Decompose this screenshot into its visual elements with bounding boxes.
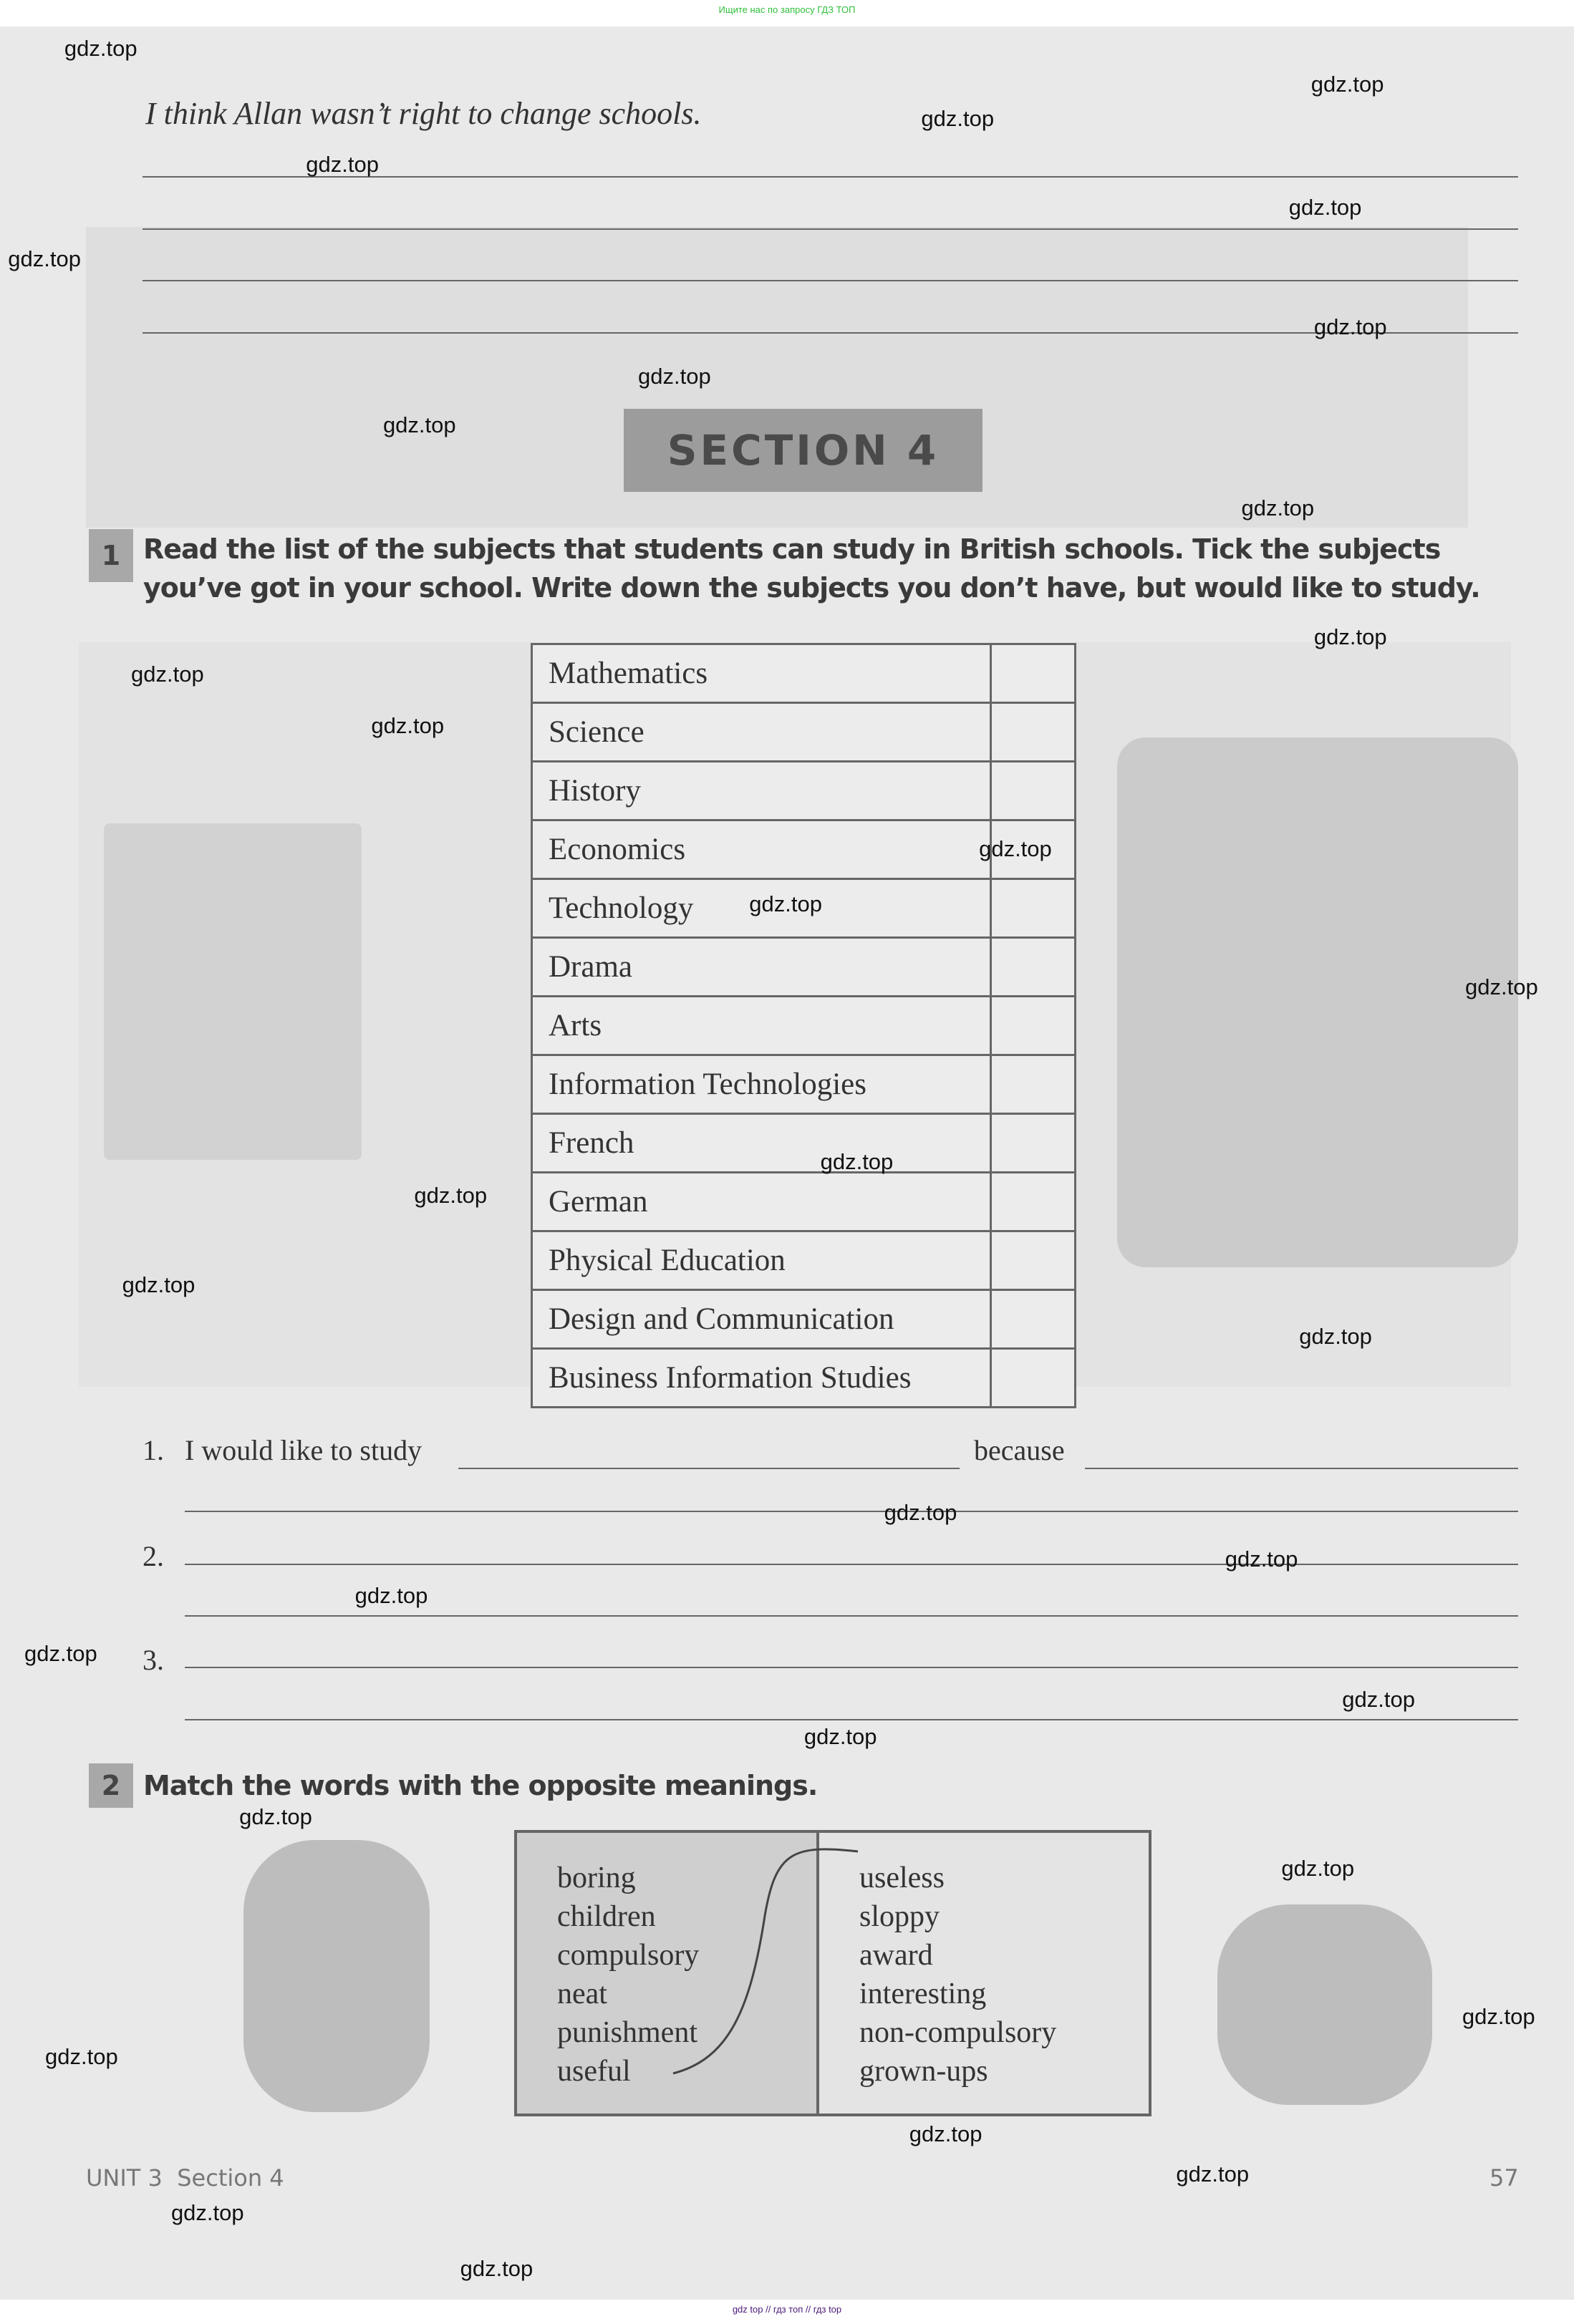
watermark: gdz.top (979, 836, 1052, 862)
match-word-left[interactable]: useful (557, 2055, 631, 2088)
watermark: gdz.top (803, 1724, 877, 1750)
writing-line[interactable] (458, 1468, 960, 1469)
match-word-right[interactable]: grown-ups (859, 2055, 988, 2088)
match-word-left[interactable]: compulsory (557, 1939, 700, 1972)
sentence-1-text: I would like to study (185, 1434, 423, 1466)
watermark: gdz.top (414, 1183, 488, 1209)
watermark: gdz.top (1288, 194, 1362, 220)
match-word-right[interactable]: interesting (859, 1977, 987, 2010)
writing-line[interactable] (185, 1511, 1518, 1512)
page-number: 57 (1489, 2164, 1519, 2192)
tick-box[interactable] (991, 644, 1076, 703)
tick-box[interactable] (991, 762, 1076, 820)
boy-illustration (243, 1840, 430, 2112)
tick-box[interactable] (991, 879, 1076, 938)
tick-box[interactable] (991, 1290, 1076, 1349)
tick-box[interactable] (991, 1349, 1076, 1408)
subject-name: German (532, 1173, 991, 1231)
task-instruction: Match the words with the opposite meanings. (143, 1770, 818, 1801)
watermark: gdz.top (239, 1803, 312, 1829)
subject-name: Physical Education (532, 1231, 991, 1290)
watermark: gdz.top (909, 2121, 982, 2146)
subject-name: Technology (532, 879, 991, 938)
bottom-banner[interactable]: gdz top // гдз топ // гдз top (732, 2304, 842, 2315)
match-word-left[interactable]: children (557, 1900, 656, 1933)
subject-name: History (532, 762, 991, 820)
watermark: gdz.top (122, 1272, 195, 1297)
watermark: gdz.top (382, 412, 456, 438)
writing-line[interactable] (185, 1667, 1518, 1668)
subject-row (532, 1290, 1076, 1349)
watermark: gdz.top (44, 2044, 118, 2070)
watermark: gdz.top (306, 151, 380, 177)
match-word-right[interactable]: useless (859, 1861, 945, 1894)
watermark: gdz.top (1241, 495, 1315, 521)
subject-row (532, 1173, 1076, 1231)
tick-box[interactable] (991, 1173, 1076, 1231)
watermark: gdz.top (921, 105, 995, 131)
watermark: gdz.top (64, 36, 137, 62)
task-number: 1 (89, 529, 133, 582)
subject-name: Science (532, 703, 991, 762)
footer-section-label: Section 4 (177, 2164, 284, 2192)
watermark: gdz.top (1281, 1856, 1355, 1882)
task-instruction: Read the list of the subjects that students can study in British schools. Tick the subjects you’ve got in your school. Write down the subjects you don’t have, but would like to study. (143, 533, 1480, 604)
watermark: gdz.top (1462, 2004, 1535, 2030)
notebook-scissors-illustration (104, 823, 362, 1160)
tick-box[interactable] (991, 938, 1076, 997)
watermark: gdz.top (8, 246, 81, 272)
tick-box[interactable] (991, 1231, 1076, 1290)
globe-books-illustration (1117, 737, 1518, 1267)
subject-name: Drama (532, 938, 991, 997)
watermark: gdz.top (749, 891, 822, 916)
match-word-left[interactable]: punishment (557, 2016, 697, 2049)
sentence-1-because: because (974, 1434, 1065, 1466)
footer-unit-label: UNIT 3 (86, 2164, 163, 2192)
watermark: gdz.top (460, 2256, 533, 2282)
tick-box[interactable] (991, 997, 1076, 1055)
dog-illustration (1217, 1904, 1432, 2105)
subject-name: French (532, 1114, 991, 1173)
match-word-right[interactable]: sloppy (859, 1900, 940, 1933)
writing-line[interactable] (143, 280, 1518, 281)
subject-row (532, 1055, 1076, 1114)
watermark: gdz.top (1176, 2161, 1250, 2187)
match-word-right[interactable]: award (859, 1939, 933, 1972)
sentence-2-number: 2. (143, 1540, 164, 1572)
subject-row (532, 762, 1076, 820)
subject-row (532, 997, 1076, 1055)
subject-row (532, 938, 1076, 997)
watermark: gdz.top (1313, 624, 1387, 650)
subject-name: Arts (532, 997, 991, 1055)
sentence-3-number: 3. (143, 1644, 164, 1676)
top-banner[interactable]: Ищите нас по запросу ГДЗ ТОП (718, 4, 856, 15)
subject-row (532, 644, 1076, 703)
watermark: gdz.top (131, 661, 204, 687)
subject-name: Design and Communication (532, 1290, 991, 1349)
watermark: gdz.top (820, 1148, 894, 1174)
sentence-1-number: 1. (143, 1434, 164, 1466)
writing-line[interactable] (143, 332, 1518, 334)
watermark: gdz.top (24, 1641, 97, 1667)
writing-line[interactable] (185, 1615, 1518, 1617)
subject-name: Economics (532, 820, 991, 879)
watermark: gdz.top (1313, 314, 1387, 340)
intro-sentence: I think Allan wasn’t right to change schools. (145, 96, 702, 131)
watermark: gdz.top (354, 1583, 428, 1609)
footer-unit (86, 2164, 284, 2192)
writing-line[interactable] (185, 1719, 1518, 1720)
watermark: gdz.top (1465, 974, 1538, 999)
subject-row (532, 1349, 1076, 1408)
subject-name: Business Information Studies (532, 1349, 991, 1408)
subject-name: Mathematics (532, 644, 991, 703)
tick-box[interactable] (991, 1114, 1076, 1173)
watermark: gdz.top (170, 2199, 244, 2225)
watermark: gdz.top (1225, 1546, 1298, 1572)
subject-row (532, 1114, 1076, 1173)
subject-name: Information Technologies (532, 1055, 991, 1114)
writing-line[interactable] (1085, 1468, 1518, 1469)
section-title: SECTION 4 (624, 409, 982, 492)
task-number: 2 (89, 1763, 133, 1808)
watermark: gdz.top (1310, 71, 1384, 97)
subject-row (532, 703, 1076, 762)
subject-row (532, 1231, 1076, 1290)
watermark: gdz.top (1342, 1687, 1415, 1713)
match-word-right[interactable]: non-compulsory (859, 2016, 1057, 2049)
subjects-table (531, 643, 1076, 1408)
writing-line[interactable] (143, 228, 1518, 230)
watermark: gdz.top (884, 1500, 957, 1526)
watermark: gdz.top (637, 363, 711, 389)
watermark: gdz.top (371, 713, 445, 739)
tick-box[interactable] (991, 1055, 1076, 1114)
tick-box[interactable] (991, 703, 1076, 762)
writing-line[interactable] (185, 1564, 1518, 1565)
example-match-line (514, 1830, 1151, 2116)
match-word-left[interactable]: boring (557, 1861, 636, 1894)
watermark: gdz.top (1299, 1324, 1372, 1350)
match-word-left[interactable]: neat (557, 1977, 607, 2010)
